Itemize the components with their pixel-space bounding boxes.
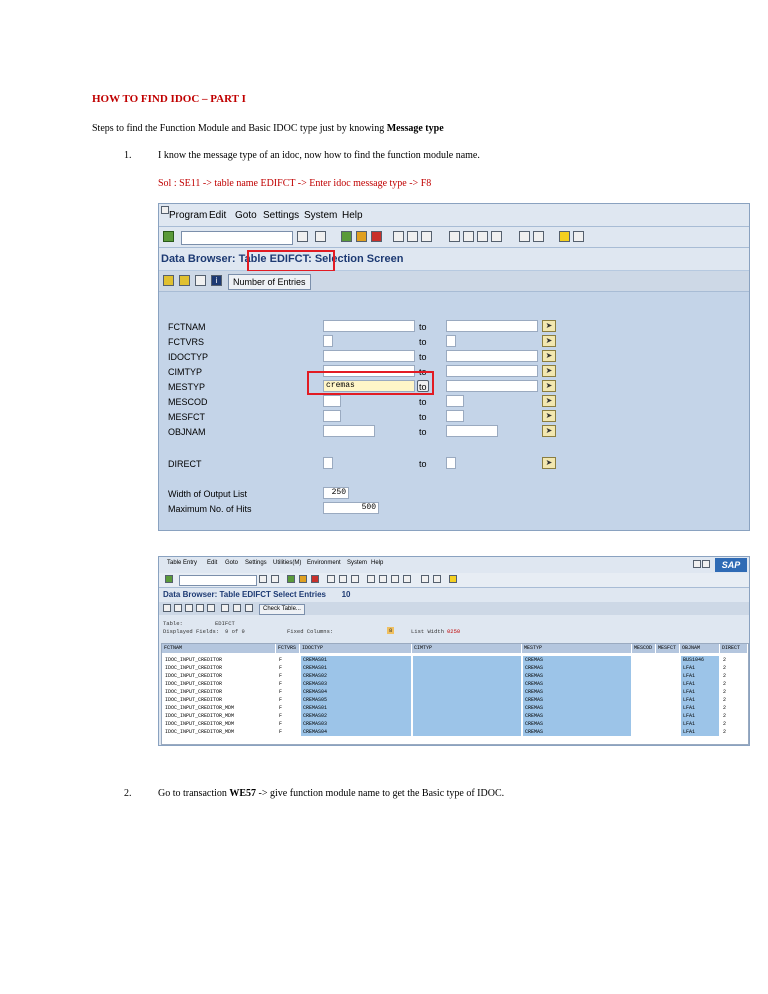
table-cell-fctnam[interactable]: IDOC_INPUT_CREDITOR (165, 689, 223, 695)
step-2-number: 2. (124, 788, 132, 799)
table-cell-idoctyp[interactable]: CREMAS01 (301, 664, 411, 672)
back-icon[interactable] (341, 231, 352, 242)
execute-icon[interactable] (163, 275, 174, 286)
table-cell-mescod[interactable] (633, 712, 655, 720)
table-label: Table: (163, 620, 183, 627)
mescod-multiple-selection-button[interactable]: ➤ (542, 395, 556, 407)
table-cell-idoctyp[interactable]: CREMAS04 (301, 728, 411, 736)
document-title: HOW TO FIND IDOC – PART I (92, 93, 246, 105)
last-page-icon[interactable] (491, 231, 502, 242)
print-icon[interactable] (327, 575, 335, 583)
to-label: to (419, 427, 427, 437)
table-cell-fctvrs[interactable]: F (279, 721, 283, 727)
table-cell-cimtyp[interactable] (413, 672, 521, 680)
print-icon[interactable] (393, 231, 404, 242)
mescod-to-input[interactable] (446, 395, 464, 407)
fctvrs-from-input[interactable] (323, 335, 333, 347)
column-header-mesfct[interactable]: MESFCT (656, 644, 680, 653)
print-preview-icon[interactable] (233, 604, 241, 612)
menu-settings[interactable]: Settings (245, 560, 267, 566)
table-cell-mesfct[interactable] (657, 704, 679, 712)
cimtyp-multiple-selection-button[interactable]: ➤ (542, 365, 556, 377)
previous-page-icon[interactable] (463, 231, 474, 242)
intro-prefix: Steps to find the Function Module and Basic IDOC type just by knowing (92, 123, 387, 134)
menu-utilities[interactable]: Utilities(M) (273, 560, 302, 566)
column-header-cimtyp[interactable]: CIMTYP (412, 644, 522, 653)
cancel-icon[interactable] (371, 231, 382, 242)
label-width-output: Width of Output List (168, 489, 248, 499)
table-cell-mescod[interactable] (633, 728, 655, 736)
table-cell-direct[interactable]: 2 (723, 657, 727, 663)
label-cimtyp: CIMTYP (168, 367, 203, 377)
fctnam-multiple-selection-button[interactable]: ➤ (542, 320, 556, 332)
table-cell-mesfct[interactable] (657, 672, 679, 680)
label-direct: DIRECT (168, 459, 202, 469)
table-cell-fctnam[interactable]: IDOC_INPUT_CREDITOR_MDM (165, 729, 235, 735)
mestyp-multiple-selection-button[interactable]: ➤ (542, 380, 556, 392)
step-2-text (158, 788, 504, 799)
idoctyp-from-input[interactable] (323, 350, 415, 362)
menu-goto[interactable]: Goto (225, 560, 239, 566)
export-icon[interactable] (245, 604, 253, 612)
mesfct-from-input[interactable] (323, 410, 341, 422)
table-cell-direct[interactable]: 2 (723, 713, 727, 719)
to-label: to (419, 367, 427, 377)
label-fctnam: FCTNAM (168, 322, 206, 332)
menu-environment[interactable]: Environment (307, 560, 341, 566)
objnam-from-input[interactable] (323, 425, 375, 437)
to-label: to (419, 397, 427, 407)
fixed-columns-value[interactable]: 8 (389, 627, 393, 634)
enter-icon[interactable] (163, 231, 174, 242)
objnam-multiple-selection-button[interactable]: ➤ (542, 425, 556, 437)
table-cell-direct[interactable]: 2 (723, 681, 727, 687)
table-cell-fctvrs[interactable]: F (279, 705, 283, 711)
step-2-suffix: -> give function module name to get the Basic type of IDOC. (256, 788, 505, 799)
cancel-icon[interactable] (311, 575, 319, 583)
table-cell-cimtyp[interactable] (413, 688, 521, 696)
table-cell-mestyp[interactable]: CREMAS (523, 728, 631, 736)
table-cell-mestyp[interactable]: CREMAS (523, 712, 631, 720)
window-icon[interactable] (161, 206, 169, 214)
table-cell-objnam[interactable]: LFA1 (681, 696, 719, 704)
to-label: to (419, 459, 427, 469)
max-hits-input[interactable]: 500 (323, 502, 379, 514)
change-icon[interactable] (174, 604, 182, 612)
solution-text: Sol : SE11 -> table name EDIFCT -> Enter idoc message type -> F8 (158, 178, 432, 189)
sort-ascending-icon[interactable] (185, 604, 193, 612)
menu-help[interactable]: Help (371, 560, 384, 566)
table-cell-cimtyp[interactable] (413, 712, 521, 720)
table-cell-fctnam[interactable]: IDOC_INPUT_CREDITOR_MDM (165, 713, 235, 719)
list-width-label: List Width (411, 628, 445, 635)
table-cell-direct[interactable]: 2 (723, 729, 727, 735)
fctnam-from-input[interactable] (323, 320, 415, 332)
table-cell-objnam[interactable]: LFA1 (681, 704, 719, 712)
screen-title (163, 590, 350, 599)
mestyp-from-input[interactable]: cremas (323, 380, 415, 392)
total-icon[interactable] (221, 604, 229, 612)
table-cell-mescod[interactable] (633, 672, 655, 680)
table-cell-mestyp[interactable]: CREMAS (523, 656, 631, 664)
table-cell-mescod[interactable] (633, 664, 655, 672)
entry-count: 10 (341, 590, 351, 599)
column-header-objnam[interactable]: OBJNAM (680, 644, 720, 653)
table-cell-cimtyp[interactable] (413, 696, 521, 704)
screen-title-text: Data Browser: Table EDIFCT Select Entries (163, 590, 327, 599)
help-icon[interactable] (449, 575, 457, 583)
width-output-input[interactable]: 250 (323, 487, 349, 499)
table-cell-direct[interactable]: 2 (723, 697, 727, 703)
application-toolbar (159, 271, 749, 292)
to-label: to (419, 412, 427, 422)
fixed-columns-label: Fixed Columns: (287, 628, 334, 635)
table-cell-mesfct[interactable] (657, 712, 679, 720)
command-field[interactable] (181, 231, 293, 245)
label-mesfct: MESFCT (168, 412, 205, 422)
table-cell-mesfct[interactable] (657, 720, 679, 728)
table-cell-fctvrs[interactable]: F (279, 697, 283, 703)
table-cell-mescod[interactable] (633, 704, 655, 712)
direct-multiple-selection-button[interactable]: ➤ (542, 457, 556, 469)
mesfct-multiple-selection-button[interactable]: ➤ (542, 410, 556, 422)
table-cell-mestyp[interactable]: CREMAS (523, 664, 631, 672)
table-cell-mesfct[interactable] (657, 728, 679, 736)
table-cell-direct[interactable]: 2 (723, 705, 727, 711)
table-cell-fctnam[interactable]: IDOC_INPUT_CREDITOR (165, 657, 223, 663)
table-cell-cimtyp[interactable] (413, 680, 521, 688)
new-session-icon[interactable] (519, 231, 530, 242)
column-header-mescod[interactable]: MESCOD (632, 644, 656, 653)
table-cell-fctnam[interactable]: IDOC_INPUT_CREDITOR_MDM (165, 705, 235, 711)
intro-text (92, 123, 444, 134)
table-cell-idoctyp[interactable]: CREMAS01 (301, 704, 411, 712)
column-header-fctvrs[interactable]: FCTVRS (276, 644, 300, 653)
history-icon[interactable] (259, 575, 267, 583)
table-value: EDIFCT (215, 620, 235, 627)
fctvrs-multiple-selection-button[interactable]: ➤ (542, 335, 556, 347)
table-cell-mestyp[interactable]: CREMAS (523, 688, 631, 696)
to-label: to (419, 352, 427, 362)
displayed-fields-label: Displayed Fields: (163, 628, 220, 635)
table-cell-idoctyp[interactable]: CREMAS04 (301, 688, 411, 696)
column-header-fctnam[interactable]: FCTNAM (162, 644, 276, 653)
number-of-entries-button[interactable]: Number of Entries (228, 274, 311, 290)
table-cell-idoctyp[interactable]: CREMAS01 (301, 656, 411, 664)
idoctyp-multiple-selection-button[interactable]: ➤ (542, 350, 556, 362)
table-cell-fctvrs[interactable]: F (279, 681, 283, 687)
table-cell-mescod[interactable] (633, 680, 655, 688)
next-page-icon[interactable] (391, 575, 399, 583)
table-cell-fctvrs[interactable]: F (279, 657, 283, 663)
sap-selection-screen (158, 203, 750, 531)
save-variant-icon[interactable] (195, 275, 206, 286)
menu-edit[interactable]: Edit (209, 210, 227, 221)
save-icon[interactable] (271, 575, 279, 583)
table-name-highlight (247, 250, 335, 272)
table-cell-direct[interactable]: 2 (723, 665, 727, 671)
filter-icon[interactable] (207, 604, 215, 612)
new-session-icon[interactable] (421, 575, 429, 583)
objnam-to-input[interactable] (446, 425, 498, 437)
find-next-icon[interactable] (421, 231, 432, 242)
menu-edit[interactable]: Edit (207, 560, 218, 566)
table-cell-fctnam[interactable]: IDOC_INPUT_CREDITOR (165, 673, 223, 679)
menu-bar (159, 204, 749, 227)
mescod-from-input[interactable] (323, 395, 341, 407)
table-cell-mesfct[interactable] (657, 696, 679, 704)
shortcut-icon[interactable] (433, 575, 441, 583)
step-1-text: I know the message type of an idoc, now how to find the function module name. (158, 150, 480, 161)
displayed-fields-value: 9 of 9 (225, 628, 245, 635)
table-cell-fctnam[interactable]: IDOC_INPUT_CREDITOR (165, 681, 223, 687)
display-icon[interactable] (163, 604, 171, 612)
table-cell-fctnam[interactable]: IDOC_INPUT_CREDITOR (165, 665, 223, 671)
get-variant-icon[interactable] (179, 275, 190, 286)
help-icon[interactable] (559, 231, 570, 242)
table-cell-mescod[interactable] (633, 688, 655, 696)
last-page-icon[interactable] (403, 575, 411, 583)
table-cell-cimtyp[interactable] (413, 720, 521, 728)
table-cell-fctvrs[interactable]: F (279, 713, 283, 719)
table-cell-cimtyp[interactable] (413, 656, 521, 664)
to-label: to (419, 337, 427, 347)
column-header-direct[interactable]: DIRECT (720, 644, 748, 653)
label-objnam: OBJNAM (168, 427, 206, 437)
table-cell-mestyp[interactable]: CREMAS (523, 680, 631, 688)
table-cell-direct[interactable]: 2 (723, 689, 727, 695)
table-cell-mesfct[interactable] (657, 688, 679, 696)
results-table (161, 643, 749, 745)
standard-toolbar (159, 227, 749, 248)
table-cell-idoctyp[interactable]: CREMAS03 (301, 680, 411, 688)
back-icon[interactable] (287, 575, 295, 583)
label-max-hits: Maximum No. of Hits (168, 504, 252, 514)
first-page-icon[interactable] (367, 575, 375, 583)
table-cell-cimtyp[interactable] (413, 704, 521, 712)
intro-bold: Message type (386, 123, 444, 134)
table-cell-objnam[interactable]: BUS1046 (681, 656, 719, 664)
table-cell-cimtyp[interactable] (413, 728, 521, 736)
table-cell-idoctyp[interactable]: CREMAS03 (301, 720, 411, 728)
table-cell-mestyp[interactable]: CREMAS (523, 720, 631, 728)
sort-descending-icon[interactable] (196, 604, 204, 612)
shortcut-icon[interactable] (533, 231, 544, 242)
fctvrs-to-input[interactable] (446, 335, 456, 347)
table-cell-objnam[interactable]: LFA1 (681, 712, 719, 720)
find-next-icon[interactable] (351, 575, 359, 583)
enter-icon[interactable] (165, 575, 173, 583)
direct-from-input[interactable] (323, 457, 333, 469)
menu-settings[interactable]: Settings (263, 210, 300, 221)
menu-system[interactable]: System (347, 560, 368, 566)
minimize-icon[interactable] (693, 560, 701, 568)
menu-program[interactable]: Program (169, 210, 208, 221)
sap-select-entries-screen (158, 556, 750, 746)
mesfct-to-input[interactable] (446, 410, 464, 422)
exit-icon[interactable] (299, 575, 307, 583)
message-type-highlight (307, 371, 434, 395)
maximize-icon[interactable] (702, 560, 710, 568)
save-icon[interactable] (315, 231, 326, 242)
table-cell-objnam[interactable]: LFA1 (681, 720, 719, 728)
info-icon[interactable]: i (211, 275, 222, 286)
screen-title: Data Browser: Table EDIFCT: Selection Screen (161, 253, 404, 265)
exit-icon[interactable] (356, 231, 367, 242)
table-cell-cimtyp[interactable] (413, 664, 521, 672)
next-page-icon[interactable] (477, 231, 488, 242)
idoctyp-to-input[interactable] (446, 350, 538, 362)
application-toolbar (159, 602, 749, 615)
table-cell-objnam[interactable]: LFA1 (681, 688, 719, 696)
step-2-transaction: WE57 (229, 788, 257, 799)
table-cell-direct[interactable]: 2 (723, 721, 727, 727)
table-cell-direct[interactable]: 2 (723, 673, 727, 679)
table-cell-mescod[interactable] (633, 656, 655, 664)
find-icon[interactable] (339, 575, 347, 583)
list-width-value: 0250 (447, 628, 461, 635)
fctnam-to-input[interactable] (446, 320, 538, 332)
table-cell-idoctyp[interactable]: CREMAS05 (301, 696, 411, 704)
mestyp-to-input[interactable] (446, 380, 538, 392)
table-cell-fctvrs[interactable]: F (279, 673, 283, 679)
table-cell-objnam[interactable]: LFA1 (681, 680, 719, 688)
table-cell-idoctyp[interactable]: CREMAS02 (301, 672, 411, 680)
table-cell-mestyp[interactable]: CREMAS (523, 672, 631, 680)
label-mescod: MESCOD (168, 397, 208, 407)
table-cell-fctvrs[interactable]: F (279, 689, 283, 695)
to-label: to (419, 322, 427, 332)
menu-help[interactable]: Help (342, 210, 363, 221)
table-cell-objnam[interactable]: LFA1 (681, 728, 719, 736)
direct-to-input[interactable] (446, 457, 456, 469)
step-1-number: 1. (124, 150, 132, 161)
menu-system[interactable]: System (304, 210, 338, 221)
label-mestyp: MESTYP (168, 382, 206, 392)
table-cell-fctvrs[interactable]: F (279, 729, 283, 735)
table-cell-mesfct[interactable] (657, 656, 679, 664)
selection-area (159, 292, 749, 530)
check-table-button[interactable]: Check Table... (259, 604, 305, 615)
label-idoctyp: IDOCTYP (168, 352, 209, 362)
menu-goto[interactable]: Goto (235, 210, 257, 221)
find-icon[interactable] (407, 231, 418, 242)
layout-icon[interactable] (573, 231, 584, 242)
table-cell-objnam[interactable]: LFA1 (681, 672, 719, 680)
table-cell-mestyp[interactable]: CREMAS (523, 704, 631, 712)
table-cell-mescod[interactable] (633, 720, 655, 728)
menu-table-entry[interactable]: Table Entry (167, 560, 198, 566)
previous-page-icon[interactable] (379, 575, 387, 583)
table-cell-mesfct[interactable] (657, 664, 679, 672)
table-cell-mestyp[interactable]: CREMAS (523, 696, 631, 704)
column-header-mestyp[interactable]: MESTYP (522, 644, 632, 653)
column-header-idoctyp[interactable]: IDOCTYP (300, 644, 412, 653)
table-cell-fctnam[interactable]: IDOC_INPUT_CREDITOR_MDM (165, 721, 235, 727)
table-cell-mescod[interactable] (633, 696, 655, 704)
table-cell-mesfct[interactable] (657, 680, 679, 688)
command-field[interactable] (179, 575, 257, 586)
table-cell-objnam[interactable]: LFA1 (681, 664, 719, 672)
step-2-prefix: Go to transaction (158, 788, 230, 799)
label-fctvrs: FCTVRS (168, 337, 204, 347)
cimtyp-to-input[interactable] (446, 365, 538, 377)
to-label: to (419, 382, 427, 392)
table-cell-fctvrs[interactable]: F (279, 665, 283, 671)
history-icon[interactable] (297, 231, 308, 242)
standard-toolbar (159, 573, 749, 588)
table-cell-idoctyp[interactable]: CREMAS02 (301, 712, 411, 720)
first-page-icon[interactable] (449, 231, 460, 242)
table-cell-fctnam[interactable]: IDOC_INPUT_CREDITOR (165, 697, 223, 703)
sap-logo: SAP (715, 558, 747, 572)
